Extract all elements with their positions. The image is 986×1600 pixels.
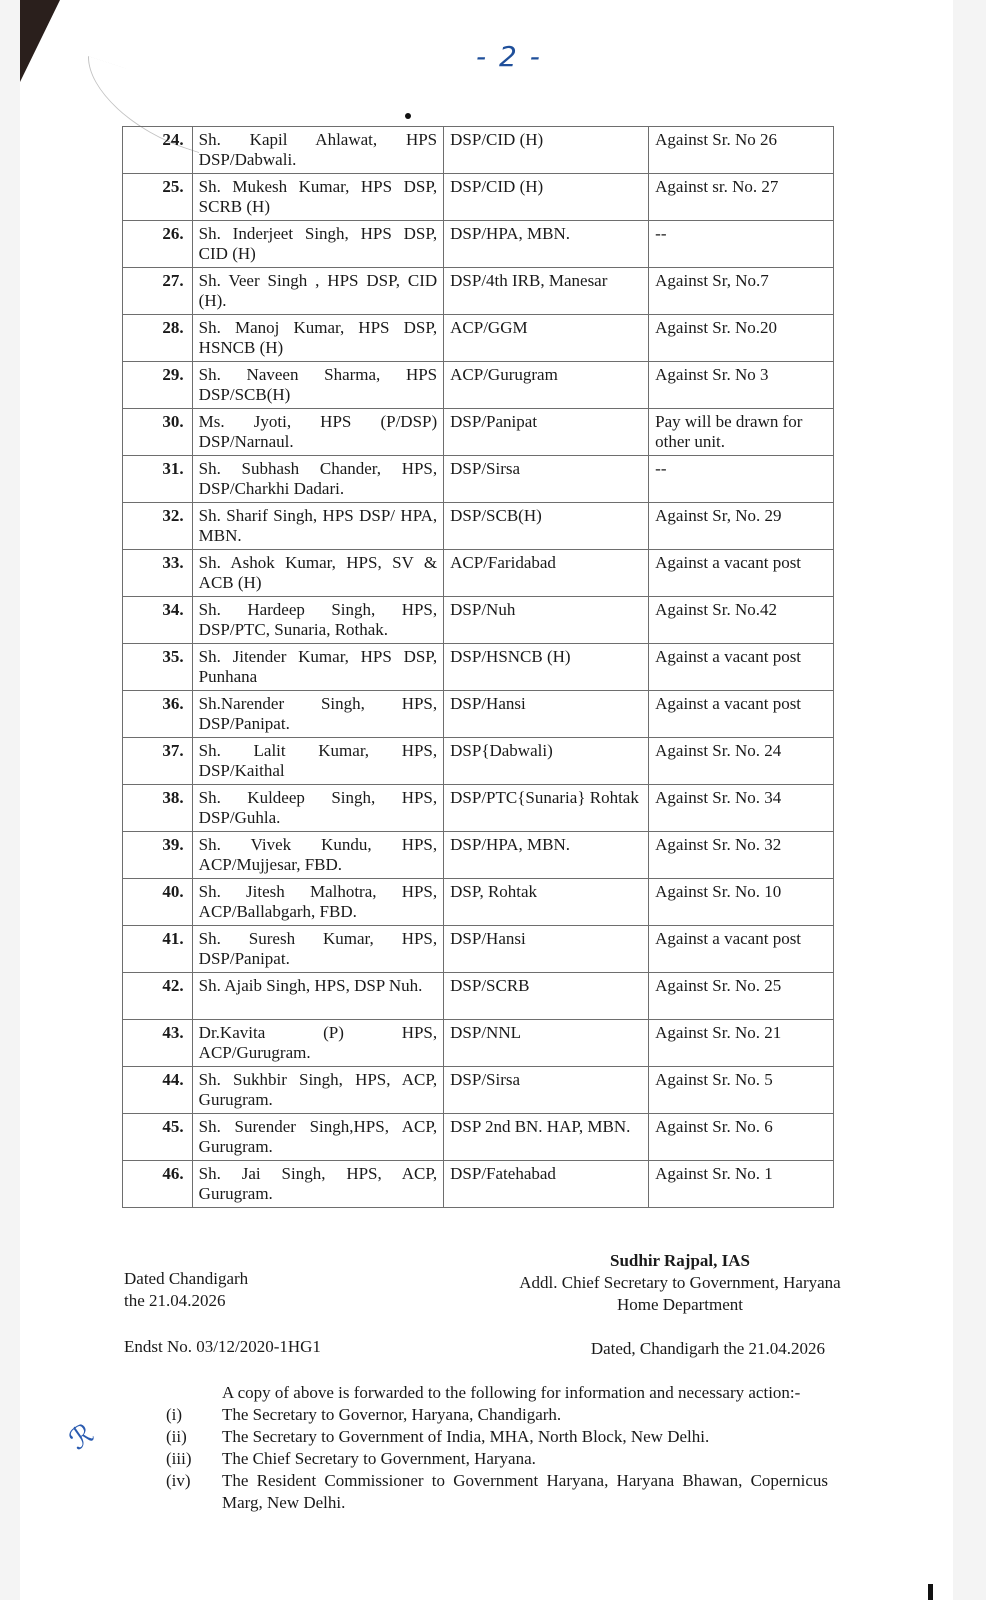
recipient-item bbox=[166, 1404, 828, 1426]
remark-cell: Against Sr. No. 6 bbox=[649, 1114, 834, 1161]
table-row bbox=[123, 174, 834, 221]
officer-name-cell: Sh. Hardeep Singh, HPS, DSP/PTC, Sunaria, Rothak. bbox=[192, 597, 443, 644]
page-number: - 2 - bbox=[476, 40, 542, 73]
posting-cell: DSP{Dabwali) bbox=[444, 738, 649, 785]
table-row bbox=[123, 973, 834, 1020]
officer-name-cell: Sh. Jitender Kumar, HPS DSP, Punhana bbox=[192, 644, 443, 691]
recipient-text: The Chief Secretary to Government, Haryana. bbox=[222, 1449, 536, 1468]
posting-cell: DSP/Fatehabad bbox=[444, 1161, 649, 1208]
remark-cell: Against Sr. No 26 bbox=[649, 127, 834, 174]
posting-cell: DSP/Hansi bbox=[444, 926, 649, 973]
serial-number-cell: 39. bbox=[123, 832, 193, 879]
posting-cell: DSP/CID (H) bbox=[444, 174, 649, 221]
signatory-department: Home Department bbox=[616, 1295, 744, 1314]
dated-line-1: Dated Chandigarh bbox=[124, 1269, 249, 1288]
posting-cell: DSP/CID (H) bbox=[444, 127, 649, 174]
remark-cell: -- bbox=[649, 456, 834, 503]
serial-number-cell: 24. bbox=[123, 127, 193, 174]
officer-name-cell: Sh. Sharif Singh, HPS DSP/ HPA, MBN. bbox=[192, 503, 443, 550]
officer-name-cell: Sh. Suresh Kumar, HPS, DSP/Panipat. bbox=[192, 926, 443, 973]
remark-cell: Against sr. No. 27 bbox=[649, 174, 834, 221]
remark-cell: Against Sr, No. 29 bbox=[649, 503, 834, 550]
serial-number-cell: 40. bbox=[123, 879, 193, 926]
table-row bbox=[123, 362, 834, 409]
page-corner-shadow bbox=[20, 0, 60, 82]
recipient-text: The Secretary to Governor, Haryana, Chandigarh. bbox=[222, 1405, 562, 1424]
posting-cell: ACP/Gurugram bbox=[444, 362, 649, 409]
remark-cell: Against Sr. No. 32 bbox=[649, 832, 834, 879]
posting-cell: DSP/Sirsa bbox=[444, 456, 649, 503]
posting-cell: DSP/SCRB bbox=[444, 973, 649, 1020]
remark-cell: Against a vacant post bbox=[649, 644, 834, 691]
serial-number-cell: 26. bbox=[123, 221, 193, 268]
remark-cell: Against Sr. No. 25 bbox=[649, 973, 834, 1020]
endorsement-number: Endst No. 03/12/2020-1HG1 bbox=[124, 1337, 321, 1356]
remark-cell: Against Sr. No. 1 bbox=[649, 1161, 834, 1208]
serial-number-cell: 28. bbox=[123, 315, 193, 362]
table-row bbox=[123, 315, 834, 362]
recipient-list bbox=[166, 1404, 828, 1514]
endorsement-date: Dated, Chandigarh the 21.04.2026 bbox=[590, 1339, 825, 1358]
officer-name-cell: Sh. Subhash Chander, HPS, DSP/Charkhi Dadari. bbox=[192, 456, 443, 503]
recipient-number: (iv) bbox=[166, 1471, 191, 1490]
posting-cell: DSP/HPA, MBN. bbox=[444, 832, 649, 879]
table-row bbox=[123, 597, 834, 644]
officer-name-cell: Ms. Jyoti, HPS (P/DSP) DSP/Narnaul. bbox=[192, 409, 443, 456]
posting-cell: DSP/4th IRB, Manesar bbox=[444, 268, 649, 315]
serial-number-cell: 42. bbox=[123, 973, 193, 1020]
table-row bbox=[123, 456, 834, 503]
remark-cell: Against Sr. No 3 bbox=[649, 362, 834, 409]
edge-mark bbox=[928, 1584, 933, 1600]
serial-number-cell: 46. bbox=[123, 1161, 193, 1208]
table-row bbox=[123, 550, 834, 597]
posting-cell: DSP/PTC{Sunaria} Rohtak bbox=[444, 785, 649, 832]
posting-cell: DSP/HSNCB (H) bbox=[444, 644, 649, 691]
serial-number-cell: 27. bbox=[123, 268, 193, 315]
remark-cell: Against Sr. No.42 bbox=[649, 597, 834, 644]
remark-cell: -- bbox=[649, 221, 834, 268]
dated-block bbox=[124, 1268, 248, 1312]
recipient-item bbox=[166, 1470, 828, 1514]
table-row bbox=[123, 926, 834, 973]
remark-cell: Against a vacant post bbox=[649, 926, 834, 973]
officer-name-cell: Dr.Kavita (P) HPS, ACP/Gurugram. bbox=[192, 1020, 443, 1067]
serial-number-cell: 31. bbox=[123, 456, 193, 503]
remark-cell: Pay will be drawn for other unit. bbox=[649, 409, 834, 456]
remark-cell: Against Sr. No. 21 bbox=[649, 1020, 834, 1067]
recipient-number: (iii) bbox=[166, 1449, 192, 1468]
officer-name-cell: Sh. Surender Singh,HPS, ACP, Gurugram. bbox=[192, 1114, 443, 1161]
serial-number-cell: 35. bbox=[123, 644, 193, 691]
posting-cell: ACP/Faridabad bbox=[444, 550, 649, 597]
serial-number-cell: 29. bbox=[123, 362, 193, 409]
serial-number-cell: 37. bbox=[123, 738, 193, 785]
remark-cell: Against Sr, No.7 bbox=[649, 268, 834, 315]
officer-name-cell: Sh. Sukhbir Singh, HPS, ACP, Gurugram. bbox=[192, 1067, 443, 1114]
table-row bbox=[123, 409, 834, 456]
table-row bbox=[123, 268, 834, 315]
serial-number-cell: 36. bbox=[123, 691, 193, 738]
forwarding-intro: A copy of above is forwarded to the following for information and necessary action:- bbox=[222, 1383, 801, 1402]
serial-number-cell: 43. bbox=[123, 1020, 193, 1067]
forwarding-section bbox=[166, 1382, 828, 1514]
officer-name-cell: Sh. Inderjeet Singh, HPS DSP, CID (H) bbox=[192, 221, 443, 268]
table-row bbox=[123, 127, 834, 174]
remark-cell: Against Sr. No.20 bbox=[649, 315, 834, 362]
posting-cell: ACP/GGM bbox=[444, 315, 649, 362]
table-row bbox=[123, 832, 834, 879]
signature-block bbox=[500, 1250, 860, 1316]
table-row bbox=[123, 503, 834, 550]
officer-name-cell: Sh. Ashok Kumar, HPS, SV & ACB (H) bbox=[192, 550, 443, 597]
officer-name-cell: Sh. Manoj Kumar, HPS DSP, HSNCB (H) bbox=[192, 315, 443, 362]
officer-name-cell: Sh. Jitesh Malhotra, HPS, ACP/Ballabgarh, FBD. bbox=[192, 879, 443, 926]
posting-cell: DSP/NNL bbox=[444, 1020, 649, 1067]
recipient-text: The Resident Commissioner to Government Haryana, Haryana Bhawan, Copernicus Marg, New Delhi. bbox=[222, 1471, 828, 1512]
officer-name-cell: Sh. Kapil Ahlawat, HPS DSP/Dabwali. bbox=[192, 127, 443, 174]
remark-cell: Against Sr. No. 34 bbox=[649, 785, 834, 832]
table-row bbox=[123, 738, 834, 785]
remark-cell: Against a vacant post bbox=[649, 691, 834, 738]
serial-number-cell: 32. bbox=[123, 503, 193, 550]
remark-cell: Against a vacant post bbox=[649, 550, 834, 597]
serial-number-cell: 25. bbox=[123, 174, 193, 221]
table-row bbox=[123, 691, 834, 738]
table-row bbox=[123, 1161, 834, 1208]
recipient-item bbox=[166, 1448, 828, 1470]
recipient-number: (ii) bbox=[166, 1427, 187, 1446]
table-row bbox=[123, 221, 834, 268]
officer-name-cell: Sh.Narender Singh, HPS, DSP/Panipat. bbox=[192, 691, 443, 738]
signatory-name: Sudhir Rajpal, IAS bbox=[610, 1251, 750, 1270]
dated-line-2: the 21.04.2026 bbox=[124, 1291, 226, 1310]
signatory-designation: Addl. Chief Secretary to Government, Haryana bbox=[519, 1273, 841, 1292]
officer-name-cell: Sh. Mukesh Kumar, HPS DSP, SCRB (H) bbox=[192, 174, 443, 221]
table-row bbox=[123, 1067, 834, 1114]
remark-cell: Against Sr. No. 10 bbox=[649, 879, 834, 926]
posting-cell: DSP 2nd BN. HAP, MBN. bbox=[444, 1114, 649, 1161]
table-row bbox=[123, 1020, 834, 1067]
posting-cell: DSP, Rohtak bbox=[444, 879, 649, 926]
remark-cell: Against Sr. No. 24 bbox=[649, 738, 834, 785]
handwritten-initials-icon: ℛ bbox=[62, 1416, 100, 1457]
officer-name-cell: Sh. Ajaib Singh, HPS, DSP Nuh. bbox=[192, 973, 443, 1020]
transfer-table bbox=[122, 126, 834, 1208]
officer-name-cell: Sh. Vivek Kundu, HPS, ACP/Mujjesar, FBD. bbox=[192, 832, 443, 879]
serial-number-cell: 44. bbox=[123, 1067, 193, 1114]
officer-name-cell: Sh. Naveen Sharma, HPS DSP/SCB(H) bbox=[192, 362, 443, 409]
posting-cell: DSP/SCB(H) bbox=[444, 503, 649, 550]
serial-number-cell: 45. bbox=[123, 1114, 193, 1161]
officer-name-cell: Sh. Jai Singh, HPS, ACP, Gurugram. bbox=[192, 1161, 443, 1208]
officer-name-cell: Sh. Lalit Kumar, HPS, DSP/Kaithal bbox=[192, 738, 443, 785]
serial-number-cell: 41. bbox=[123, 926, 193, 973]
officer-name-cell: Sh. Kuldeep Singh, HPS, DSP/Guhla. bbox=[192, 785, 443, 832]
table-row bbox=[123, 1114, 834, 1161]
recipient-item bbox=[166, 1426, 828, 1448]
posting-cell: DSP/HPA, MBN. bbox=[444, 221, 649, 268]
posting-cell: DSP/Panipat bbox=[444, 409, 649, 456]
recipient-text: The Secretary to Government of India, MHA, North Block, New Delhi. bbox=[222, 1427, 710, 1446]
table-row bbox=[123, 879, 834, 926]
ink-dot bbox=[405, 113, 411, 119]
serial-number-cell: 38. bbox=[123, 785, 193, 832]
posting-cell: DSP/Nuh bbox=[444, 597, 649, 644]
serial-number-cell: 30. bbox=[123, 409, 193, 456]
table-row bbox=[123, 785, 834, 832]
serial-number-cell: 34. bbox=[123, 597, 193, 644]
serial-number-cell: 33. bbox=[123, 550, 193, 597]
recipient-number: (i) bbox=[166, 1405, 183, 1424]
posting-cell: DSP/Hansi bbox=[444, 691, 649, 738]
table-row bbox=[123, 644, 834, 691]
posting-cell: DSP/Sirsa bbox=[444, 1067, 649, 1114]
remark-cell: Against Sr. No. 5 bbox=[649, 1067, 834, 1114]
officer-name-cell: Sh. Veer Singh , HPS DSP, CID (H). bbox=[192, 268, 443, 315]
